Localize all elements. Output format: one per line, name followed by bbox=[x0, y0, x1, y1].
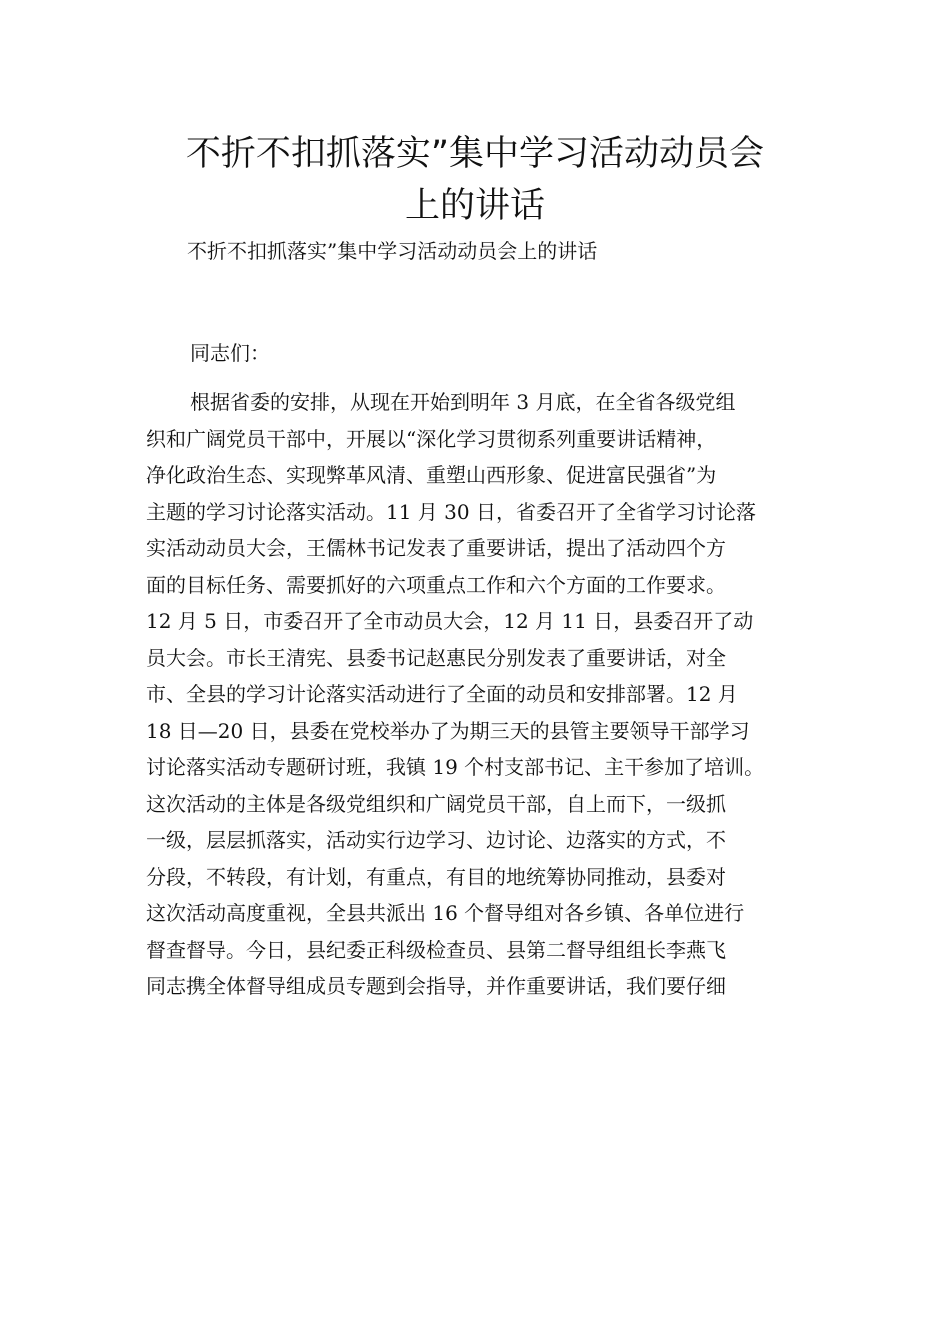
body-line: 实活动动员大会，王儒林书记发表了重要讲话，提出了活动四个方 bbox=[146, 536, 726, 560]
body-line: 18 日—20 日，县委在党校举办了为期三天的县管主要领导干部学习 bbox=[146, 718, 750, 743]
body-text bbox=[146, 384, 826, 1005]
body-line: 这次活动的主体是各级党组织和广阔党员干部，自上而下，一级抓 bbox=[146, 791, 726, 816]
document-title bbox=[120, 128, 830, 232]
document-subtitle: 不折不扣抓落实”集中学习活动动员会上的讲话 bbox=[187, 239, 598, 263]
body-line: 净化政治生态、实现弊革风清、重塑山西形象、促进富民强省”为 bbox=[146, 463, 717, 487]
body-line: 这次活动高度重视，全县共派出 16 个督导组对各乡镇、各单位进行 bbox=[146, 901, 745, 925]
body-line: 主题的学习讨论落实活动。11 月 30 日，省委召开了全省学习讨论落 bbox=[146, 499, 756, 524]
body-line: 督查督导。今日，县纪委正科级检查员、县第二督导组组长李燕飞 bbox=[146, 937, 726, 962]
body-line: 织和广阔党员干部中，开展以“深化学习贯彻系列重要讲话精神， bbox=[146, 426, 717, 451]
document-title-line: 不折不扣抓落实”集中学习活动动员会 bbox=[185, 134, 765, 174]
document-title-line: 上的讲话 bbox=[404, 186, 545, 226]
body-line: 讨论落实活动专题研讨班，我镇 19 个村支部书记、主干参加了培训。 bbox=[146, 755, 765, 779]
body-line: 面的目标任务、需要抓好的六项重点工作和六个方面的工作要求。 bbox=[146, 572, 726, 597]
body-line: 一级，层层抓落实，活动实行边学习、边讨论、边落实的方式，不 bbox=[146, 828, 726, 852]
body-line: 员大会。市长王清宪、县委书记赵惠民分别发表了重要讲话，对全 bbox=[146, 645, 726, 670]
salutation: 同志们： bbox=[190, 341, 270, 365]
body-line: 12 月 5 日，市委召开了全市动员大会，12 月 11 日，县委召开了动 bbox=[146, 609, 754, 633]
body-line: 分段，不转段，有计划，有重点，有目的地统筹协同推动，县委对 bbox=[146, 864, 726, 889]
body-line: 同志携全体督导组成员专题到会指导，并作重要讲话，我们要仔细 bbox=[146, 974, 726, 998]
body-line: 根据省委的安排，从现在开始到明年 3 月底，在全省各级党组 bbox=[190, 390, 736, 414]
body-line: 市、全县的学习计论落实活动进行了全面的动员和安排部署。12 月 bbox=[146, 682, 738, 706]
